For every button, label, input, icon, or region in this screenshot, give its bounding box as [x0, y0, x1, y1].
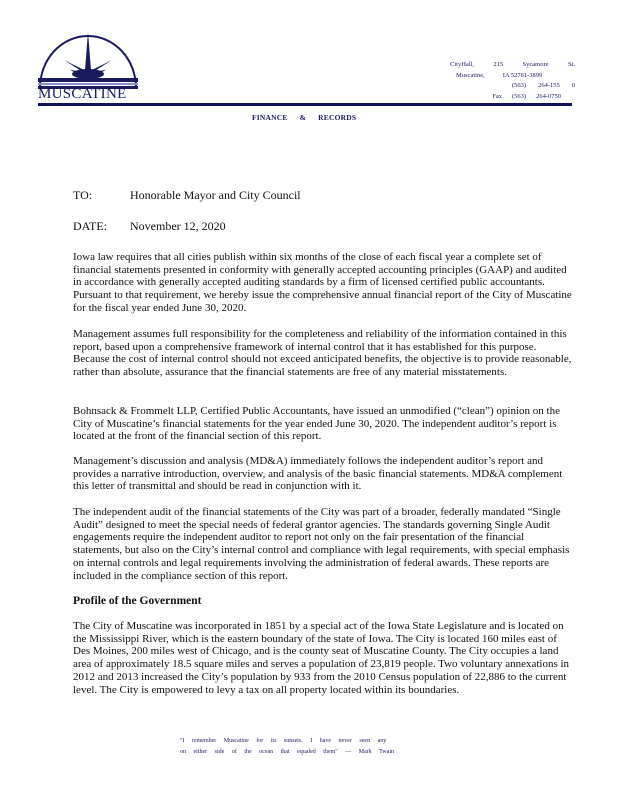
address-text: Sycamore — [522, 61, 549, 68]
date-label: DATE: — [73, 219, 107, 233]
paragraph-management: Management assumes full responsibility for the completeness and reliability of the information contained in this report, based upon a comprehensive framework of internal control that it has established for this purpose. Because the cost of internal control should not exceed anticipated benefits, the objective is to provide reasonable, rather than absolute, assurance that the financial statements are free of any material misstatements. — [73, 328, 572, 379]
to-label: TO: — [73, 188, 93, 202]
fax-text: (563) — [511, 92, 527, 100]
phone-line — [450, 81, 575, 92]
fax-line — [450, 92, 575, 103]
section-heading: Profile of the Government — [73, 595, 202, 607]
memo-date — [73, 219, 226, 234]
address-block — [450, 60, 575, 102]
header-divider — [38, 103, 572, 106]
phone-text: (563) — [511, 82, 527, 89]
to-value: Honorable Mayor and City Council — [130, 188, 301, 202]
address-text: Muscatine, — [456, 71, 485, 79]
fax-text: Fax — [492, 92, 502, 100]
phone-text: 264-155 — [538, 82, 560, 89]
address-text: IA 52761-3899 — [502, 71, 543, 79]
address-line-1 — [450, 60, 575, 71]
address-line-2 — [450, 71, 575, 82]
address-text: St. — [567, 61, 575, 68]
paragraph-profile: The City of Muscatine was incorporated in 1851 by a special act of the Iowa State Legislature and is located on the Mississippi River, which is the eastern boundary of the state of Iowa. The City is located 160 miles east of Des Moines, 200 miles west of Chicago, and is the county seat of Muscatine County. The City occupies a land area of approximately 18.5 square miles and serves a population of 23,819 people. Two voluntary annexations in 2012 and 2013 increased the City’s population by 933 from the 2010 Census population of 22,886 to the current level. The City is empowered to levy a tax on all property located within its boundaries. — [73, 620, 570, 696]
address-text: CityHall, — [450, 61, 475, 68]
footer-quote — [180, 736, 440, 758]
date-value: November 12, 2020 — [130, 219, 226, 233]
org-name: MUSCATINE — [38, 86, 127, 102]
paragraph-gaap: Iowa law requires that all cities publish within six months of the close of each fiscal year a complete set of financial statements presented in conformity with generally accepted accounting principles (GAAP) and audited in accordance with generally accepted auditing standards by a firm of licensed certified public accountants. Pursuant to that requirement, we hereby issue the comprehensive annual financial report of the City of Muscatine for the fiscal year ended June 30, 2020. — [73, 251, 572, 314]
department-name: FINANCE & RECORDS — [252, 113, 357, 122]
paragraph-single-audit: The independent audit of the financial statements of the City was part of a broader, federally mandated “Single Audit” designed to meet the special needs of federal grantor agencies. The standards governing Single Audit engagements require the independent auditor to report not only on the fair presentation of the financial statements, but also on the City’s internal control and compliance with legal requirements, with special emphasis on internal controls and legal requirements involving the administration of federal awards. These reports are included in the compliance section of this report. — [73, 506, 570, 582]
quote-line-1: "I remember Muscatine for its sunsets. I have never seen any — [180, 738, 387, 744]
paragraph-mda: Management’s discussion and analysis (MD&A) immediately follows the independent auditor’s report and provides a narrative introduction, overview, and analysis of the basic financial statements. MD&A complement this letter of transmittal and should be read in conjunction with it. — [73, 455, 563, 493]
phone-text: 0 — [571, 82, 575, 89]
quote-line-2: on either side of the ocean that equaled them" — Mark Twain — [180, 749, 395, 755]
memo-to — [73, 188, 301, 203]
fax-text: 264-0750 — [536, 92, 561, 100]
paragraph-auditor: Bohnsack & Frommelt LLP, Certified Public Accountants, have issued an unmodified (“clean”) opinion on the City of Muscatine’s financial statements for the year ended June 30, 2020. The independent auditor’s report is located at the front of the financial section of this report. — [73, 405, 560, 443]
address-text: 215 — [493, 61, 504, 68]
